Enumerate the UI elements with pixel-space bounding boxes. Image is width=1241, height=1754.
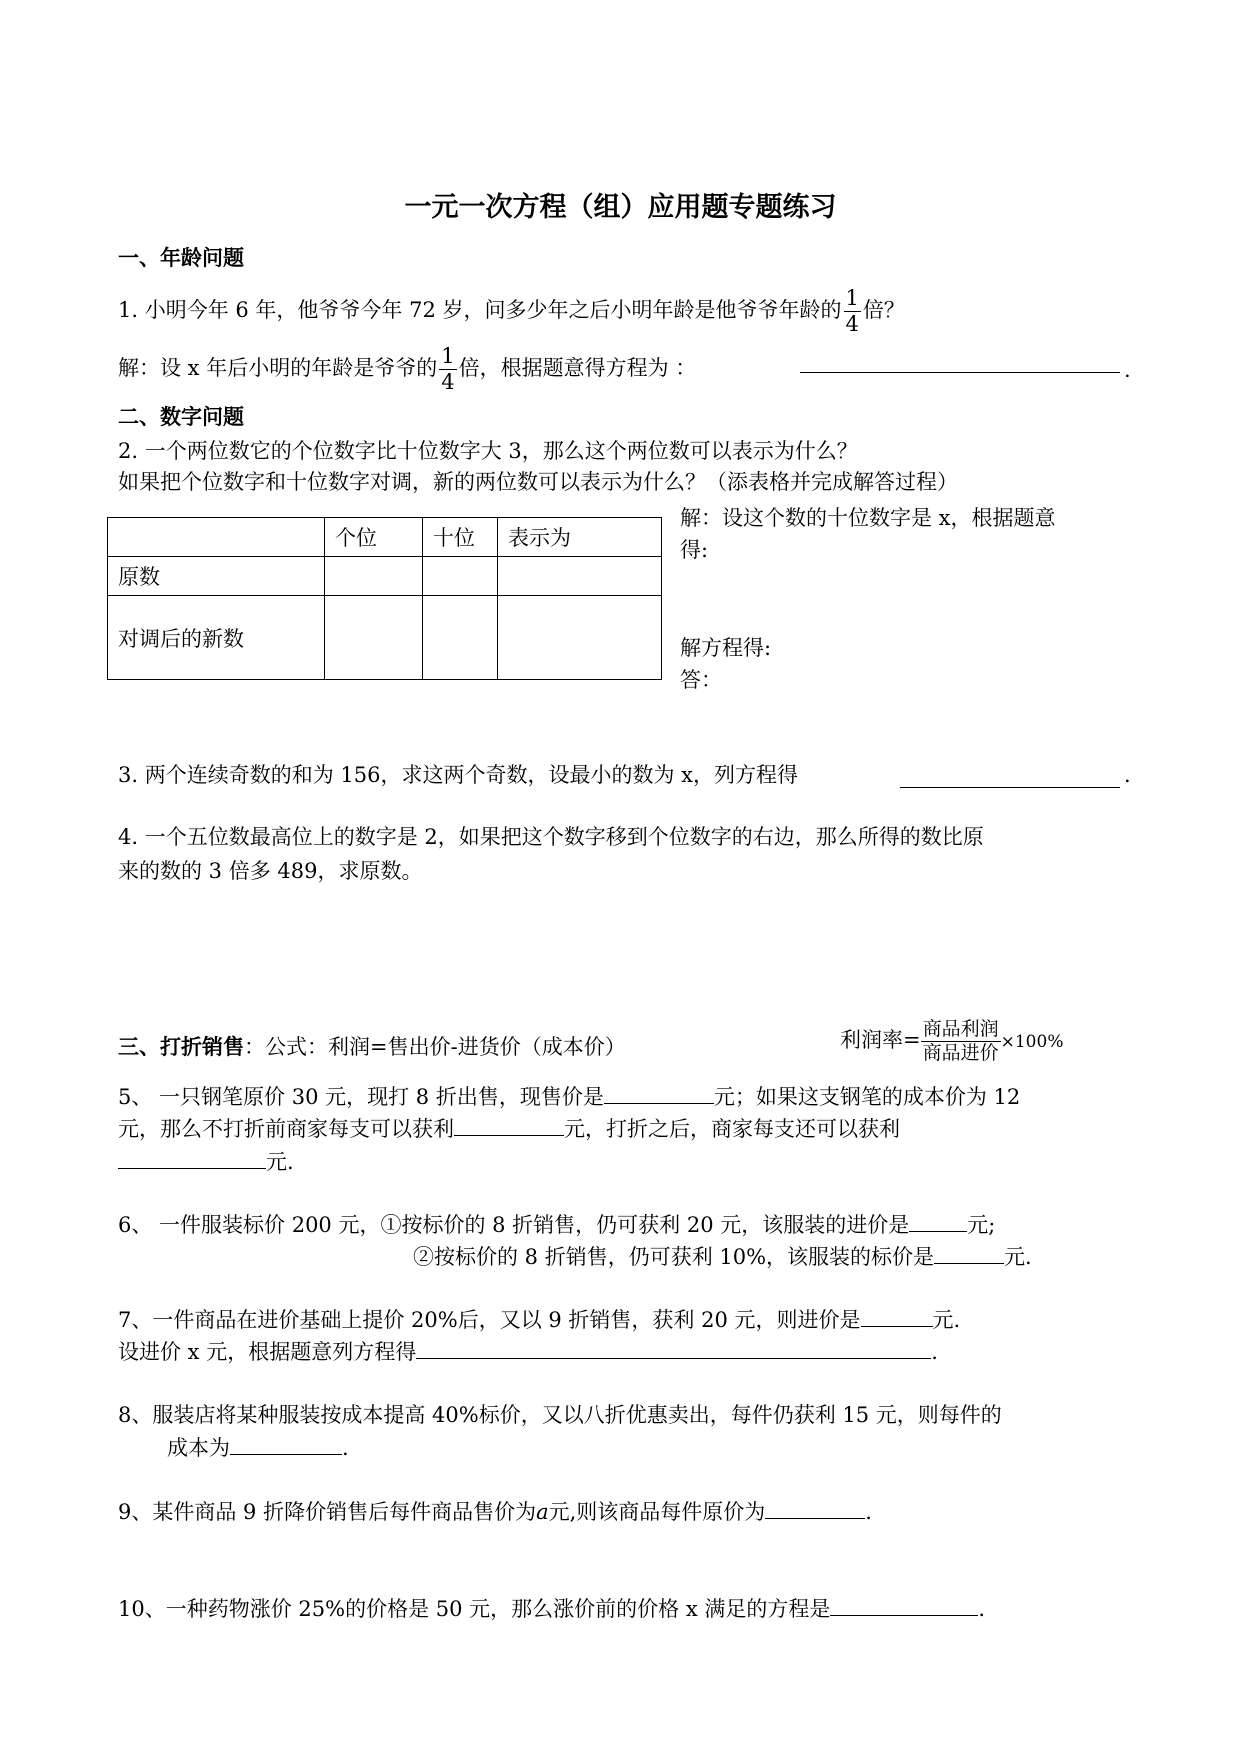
answer-1-blank[interactable] [800,372,1120,373]
question-7-line2: 设进价 x 元，根据题意列方程得 . [118,1340,938,1364]
question-9-blank[interactable] [765,1517,865,1519]
question-7-line1: 7、一件商品在进价基础上提价 20%后，又以 9 折销售，获利 20 元，则进价是 元. [118,1308,961,1332]
question-4-line1: 4. 一个五位数最高位上的数字是 2，如果把这个数字移到个位数字的右边，那么所得的数比原 [118,825,984,849]
solution-2-line2: 得: [680,538,709,562]
question-9: 9、某件商品 9 折降价销售后每件商品售价为a元,则该商品每件原价为 . [118,1500,872,1524]
question-7-blank-1[interactable] [861,1325,933,1327]
digit-table [107,517,662,680]
table-cell[interactable] [498,557,662,596]
fraction-one-quarter: $\frac{1}{4}$ [441,344,455,394]
table-cell[interactable] [325,596,423,680]
question-5-line3: 元. [118,1150,294,1175]
profit-rate-formula: 利润率= $\frac{\text{商品利润}}{\text{商品进价}}$ ×100% [840,1018,1064,1064]
solution-2-line3: 解方程得: [680,636,772,660]
table-header-cell: 表示为 [498,518,662,557]
question-8-blank[interactable] [230,1453,342,1455]
answer-1: 解：设 x 年后小明的年龄是爷爷的 $\frac{1}{4}$ 倍，根据题意得方程为 ： [118,344,697,394]
question-6-blank-1[interactable] [909,1230,967,1232]
question-3-blank[interactable] [900,787,1120,788]
question-8-line2: 成本为 . [167,1436,349,1460]
question-4-line2: 来的数的 3 倍多 489，求原数。 [118,859,423,883]
question-10: 10、一种药物涨价 25%的价格是 50 元，那么涨价前的价格 x 满足的方程是 . [118,1597,986,1621]
question-6-line1: 6、 一件服装标价 200 元，①按标价的 8 折销售，仍可获利 20 元，该服装的进价是 元; [118,1213,996,1237]
page-title: 一元一次方程（组）应用题专题练习 [404,192,837,223]
question-6-blank-2[interactable] [934,1262,1004,1264]
question-3: 3. 两个连续奇数的和为 156，求这两个奇数，设最小的数为 x，列方程得 [118,763,798,787]
question-10-blank[interactable] [830,1614,978,1616]
table-header-cell [108,518,325,557]
table-row-label: 对调后的新数 [108,596,325,680]
question-5-line2: 元，那么不打折前商家每支可以获利 元，打折之后，商家每支还可以获利 [118,1117,900,1141]
variable-a: a [536,1500,549,1524]
table-cell[interactable] [498,596,662,680]
question-7-blank-2[interactable] [416,1357,931,1359]
fraction-one-quarter: $\frac{1}{4}$ [845,286,859,336]
section-heading-age: 一、年龄问题 [118,246,244,270]
question-2-line2: 如果把个位数字和十位数字对调，新的两位数可以表示为什么？（添表格并完成解答过程） [118,470,958,494]
section-heading-number: 二、数字问题 [118,405,244,429]
profit-formula: ：公式：利润=售出价-进货价（成本价） [244,1035,626,1059]
profit-rate-fraction: $\frac{\text{商品利润}}{\text{商品进价}}$ [922,1018,999,1064]
question-1: 1. 小明今年 6 年，他爷爷今年 72 岁，问多少年之后小明年龄是他爷爷年龄的 $\frac{1}{4}$ 倍？ [118,286,905,336]
table-cell[interactable] [423,596,498,680]
question-5-blank-3[interactable] [118,1167,266,1169]
question-5-blank-2[interactable] [454,1134,564,1136]
question-5-line1: 5、 一只钢笔原价 30 元，现打 8 折出售，现售价是 元；如果这支钢笔的成本价为 12 [118,1085,1021,1109]
section-3-header-line [118,1035,626,1060]
question-6-line2: ②按标价的 8 折销售，仍可获利 10%，该服装的标价是 元. [413,1245,1032,1269]
solution-2-line1: 解：设这个数的十位数字是 x，根据题意 [680,506,1056,530]
table-header-cell: 十位 [423,518,498,557]
question-2-line1: 2. 一个两位数它的个位数字比十位数字大 3，那么这个两位数可以表示为什么？ [118,439,858,463]
question-5-blank-1[interactable] [604,1102,714,1104]
table-header-cell: 个位 [325,518,423,557]
question-1-text: 1. 小明今年 6 年，他爷爷今年 72 岁，问多少年之后小明年龄是他爷爷年龄的 [118,298,842,322]
table-cell[interactable] [423,557,498,596]
question-8-line1: 8、服装店将某种服装按成本提高 40%标价，又以八折优惠卖出，每件仍获利 15 元，则每件的 [118,1403,1002,1427]
table-row-label: 原数 [108,557,325,596]
section-heading-discount: 三、打折销售 [118,1035,244,1059]
solution-2-line4: 答： [680,668,722,692]
table-cell[interactable] [325,557,423,596]
